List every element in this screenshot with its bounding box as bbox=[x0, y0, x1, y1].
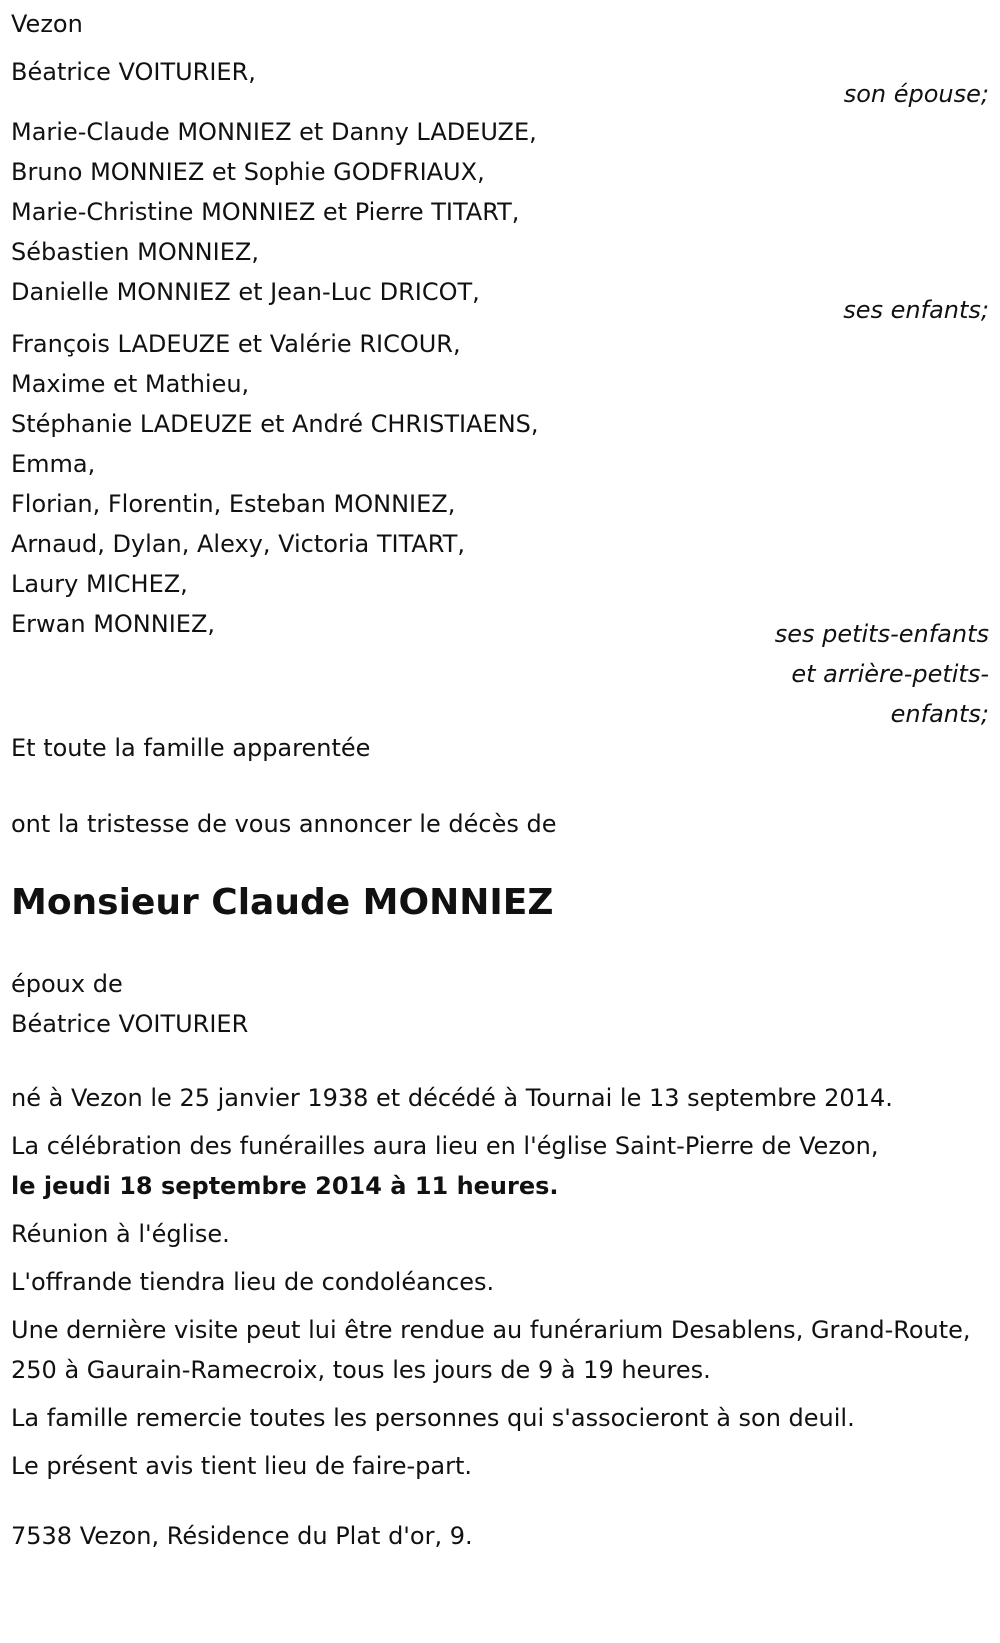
notice-line: Le présent avis tient lieu de faire-part. bbox=[11, 1452, 473, 1480]
grandchild-line: Laury MICHEZ, bbox=[11, 570, 188, 598]
deceased-name: Monsieur Claude MONNIEZ bbox=[11, 882, 554, 923]
announcement-line: ont la tristesse de vous annoncer le décès de bbox=[11, 810, 557, 838]
relation-block bbox=[11, 964, 248, 1044]
ceremony-intro: La célébration des funérailles aura lieu en l'église Saint-Pierre de Vezon, bbox=[11, 1132, 879, 1160]
meeting-line: Réunion à l'église. bbox=[11, 1220, 230, 1248]
spouse-group bbox=[11, 52, 989, 108]
grandchild-line: Maxime et Mathieu, bbox=[11, 370, 250, 398]
thanks-line: La famille remercie toutes les personnes qui s'associeront à son deuil. bbox=[11, 1404, 855, 1432]
grandchild-line: Arnaud, Dylan, Alexy, Victoria TITART, bbox=[11, 530, 465, 558]
child-line: Danielle MONNIEZ et Jean-Luc DRICOT, bbox=[11, 278, 480, 306]
child-line: Bruno MONNIEZ et Sophie GODFRIAUX, bbox=[11, 158, 485, 186]
address-line: 7538 Vezon, Résidence du Plat d'or, 9. bbox=[11, 1522, 473, 1550]
child-line: Sébastien MONNIEZ, bbox=[11, 238, 259, 266]
header-locality: Vezon bbox=[11, 10, 83, 38]
birth-death-line: né à Vezon le 25 janvier 1938 et décédé à Tournai le 13 septembre 2014. bbox=[11, 1084, 893, 1112]
family-line: Et toute la famille apparentée bbox=[11, 734, 371, 762]
children-role: ses enfants; bbox=[843, 296, 989, 324]
ceremony-date: le jeudi 18 septembre 2014 à 11 heures. bbox=[11, 1172, 559, 1200]
grandchild-line: Florian, Florentin, Esteban MONNIEZ, bbox=[11, 490, 456, 518]
grandchild-line: Stéphanie LADEUZE et André CHRISTIAENS, bbox=[11, 410, 539, 438]
relation-name: Béatrice VOITURIER bbox=[11, 1010, 249, 1038]
grandchild-line: Erwan MONNIEZ, bbox=[11, 610, 216, 638]
offering-line: L'offrande tiendra lieu de condoléances. bbox=[11, 1268, 495, 1296]
child-line: Marie-Claude MONNIEZ et Danny LADEUZE, bbox=[11, 118, 537, 146]
children-group bbox=[11, 112, 989, 324]
child-line: Marie-Christine MONNIEZ et Pierre TITART, bbox=[11, 198, 520, 226]
visit-paragraph: Une dernière visite peut lui être rendue au funérarium Desablens, Grand-Route, 250 à Gaurain-Ramecroix, tous les jours de 9 à 19 heures. bbox=[11, 1316, 971, 1384]
spouse-name: Béatrice VOITURIER, bbox=[11, 58, 256, 86]
relation-label: époux de bbox=[11, 970, 123, 998]
spouse-role: son épouse; bbox=[843, 80, 989, 108]
grandchildren-group bbox=[11, 324, 989, 728]
details-block bbox=[11, 1078, 989, 1486]
grandchild-line: François LADEUZE et Valérie RICOUR, bbox=[11, 330, 461, 358]
grandchild-line: Emma, bbox=[11, 450, 96, 478]
grandchildren-role: ses petits-enfants et arrière-petits- enfants; bbox=[774, 620, 989, 728]
